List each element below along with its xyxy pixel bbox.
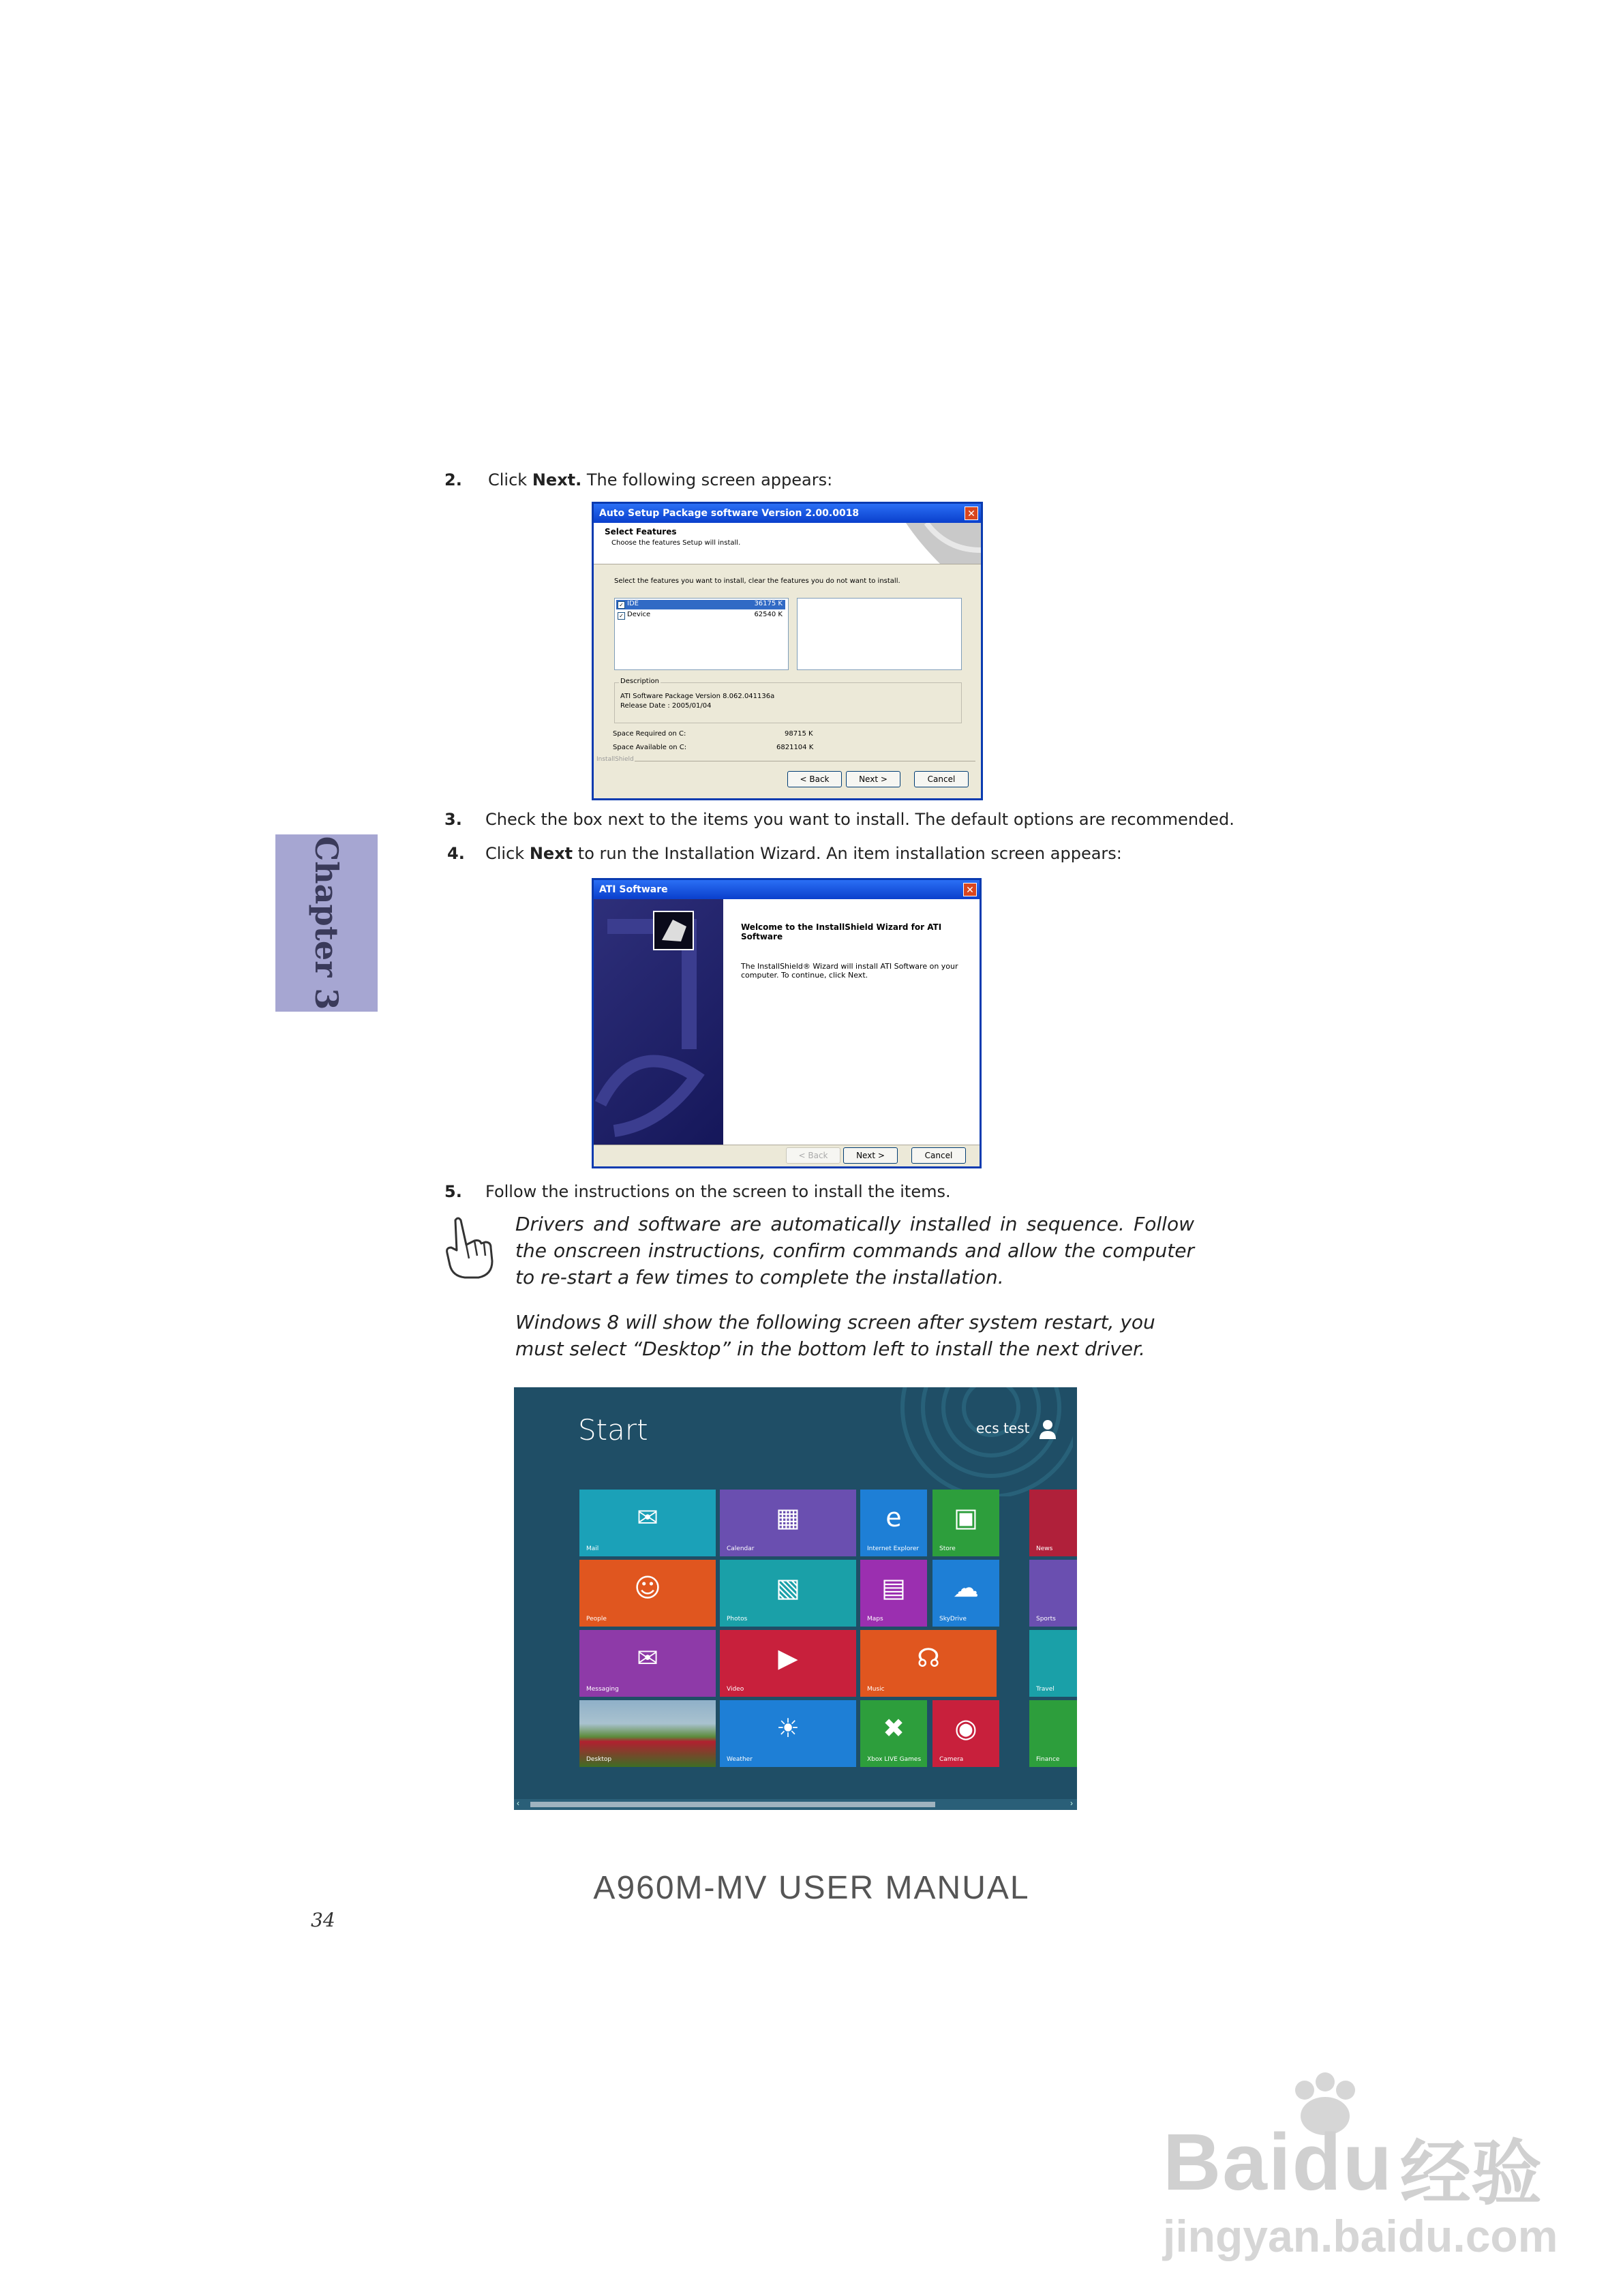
watermark-cn: 经验: [1400, 2132, 1543, 2215]
description-label: Description: [620, 678, 659, 685]
tile-messaging[interactable]: [579, 1630, 716, 1697]
tile-icon: ▦: [776, 1502, 800, 1533]
tile-video[interactable]: [720, 1630, 856, 1697]
wizard-side-graphic: [594, 899, 723, 1145]
tile-label: Store: [939, 1545, 956, 1552]
step-4: [0, 844, 1623, 866]
checkbox[interactable]: ✓: [618, 612, 625, 620]
feature-list[interactable]: [614, 598, 789, 670]
background-circles-icon: [828, 1387, 1073, 1496]
tile-sports[interactable]: [1029, 1560, 1077, 1627]
tile-music[interactable]: [860, 1630, 997, 1697]
welcome-title: Welcome to the InstallShield Wizard for ATI Software: [741, 922, 942, 941]
tile-label: People: [586, 1616, 607, 1622]
scroll-right-icon[interactable]: ›: [1070, 1798, 1073, 1808]
tile-icon: ▣: [954, 1502, 978, 1533]
cancel-button[interactable]: Cancel: [914, 771, 969, 787]
close-icon[interactable]: ✕: [963, 883, 977, 896]
tile-calendar[interactable]: [720, 1490, 856, 1556]
next-button[interactable]: Next >: [843, 1147, 898, 1164]
instruction-text: Select the features you want to install, clear the features you do not want to install.: [614, 577, 900, 585]
tile-icon: ▧: [776, 1573, 800, 1603]
back-button: < Back: [786, 1147, 840, 1164]
tile-label: Internet Explorer: [867, 1545, 920, 1552]
manual-title: A960M-MV USER MANUAL: [593, 1870, 1030, 1906]
tile-icon: ☺: [634, 1573, 661, 1603]
installer-graphic-icon: [899, 523, 981, 564]
tile-label: Desktop: [586, 1756, 612, 1763]
tile-icon: e: [885, 1502, 902, 1533]
step-number: 2.: [444, 470, 462, 489]
step-5: [0, 1182, 1623, 1204]
start-title: Start: [578, 1413, 648, 1447]
tile-icon: ☁: [953, 1573, 979, 1603]
feature-row-ide[interactable]: [616, 600, 785, 609]
tile-icon: ✖: [883, 1713, 905, 1744]
step-text: Check the box next to the items you want to install. The default options are recommended.: [485, 810, 1234, 829]
tile-label: Camera: [939, 1756, 964, 1763]
user-avatar-icon[interactable]: [1039, 1419, 1057, 1439]
feature-detail-pane: [797, 598, 962, 670]
pointing-hand-icon: [442, 1213, 496, 1282]
tile-maps[interactable]: [860, 1560, 927, 1627]
tile-icon: ◉: [954, 1713, 977, 1744]
tile-icon: ▶: [778, 1643, 798, 1674]
step-text: Click Next to run the Installation Wizard. An item installation screen appears:: [485, 844, 1122, 863]
tile-label: Sports: [1036, 1616, 1056, 1622]
user-name[interactable]: ecs test: [976, 1420, 1030, 1436]
step-text: Follow the instructions on the screen to install the items.: [485, 1182, 951, 1201]
dialog-header: [594, 523, 981, 564]
feature-name: Device: [627, 611, 651, 618]
tile-xbox-live-games[interactable]: [860, 1700, 927, 1767]
watermark-brand: Baidu: [1163, 2117, 1393, 2207]
space-available-value: 6821104 K: [776, 744, 814, 751]
scrollbar-thumb[interactable]: [530, 1802, 935, 1807]
wizard-content: [723, 899, 980, 1145]
tile-news[interactable]: [1029, 1490, 1077, 1556]
step-text: Click Next. The following screen appears:: [488, 470, 833, 489]
step-number: 3.: [444, 810, 462, 829]
tile-label: Weather: [727, 1756, 753, 1763]
feature-row-device[interactable]: [616, 611, 785, 620]
tile-label: Travel: [1036, 1686, 1055, 1693]
feature-name: IDE: [627, 600, 639, 607]
tile-label: Photos: [727, 1616, 748, 1622]
step-2: [0, 470, 1623, 492]
feature-size: 62540 K: [754, 611, 783, 618]
next-emphasis: Next.: [532, 470, 582, 489]
tile-label: Messaging: [586, 1686, 619, 1693]
select-features-dialog: [592, 502, 983, 800]
tile-label: Calendar: [727, 1545, 755, 1552]
tile-label: Maps: [867, 1616, 883, 1622]
tile-desktop[interactable]: [579, 1700, 716, 1767]
tile-label: News: [1036, 1545, 1053, 1552]
cancel-button[interactable]: Cancel: [911, 1147, 966, 1164]
next-button[interactable]: Next >: [846, 771, 900, 787]
tile-label: Xbox LIVE Games: [867, 1756, 922, 1763]
ati-software-dialog: [592, 878, 982, 1168]
space-required-value: 98715 K: [785, 730, 813, 738]
welcome-body: The InstallShield® Wizard will install ATI Software on your computer. To continue, click Next.: [741, 962, 958, 980]
step-3: [0, 810, 1623, 832]
tile-store[interactable]: [932, 1490, 999, 1556]
step-number: 4.: [447, 844, 465, 863]
chapter-tab: Chapter 3: [275, 834, 378, 1012]
feature-size: 36175 K: [754, 600, 783, 607]
dialog-title: Auto Setup Package software Version 2.00.0018: [594, 504, 981, 523]
tile-travel[interactable]: [1029, 1630, 1077, 1697]
tile-people[interactable]: [579, 1560, 716, 1627]
tile-icon: ✉: [637, 1502, 658, 1533]
installshield-label: InstallShield: [596, 756, 634, 763]
tile-label: Music: [867, 1686, 885, 1693]
space-available-label: Space Available on C:: [613, 744, 687, 751]
tile-photos[interactable]: [720, 1560, 856, 1627]
dialog-title: ATI Software: [594, 880, 980, 899]
checkbox[interactable]: ✓: [618, 601, 625, 609]
description-group: [614, 678, 962, 723]
space-required-label: Space Required on C:: [613, 730, 686, 738]
tile-icon: ✉: [637, 1643, 658, 1674]
note-paragraph-2: Windows 8 will show the following screen after system restart, you must select “Desktop” in the bottom left to install the next driver.: [515, 1311, 1155, 1360]
tile-label: Finance: [1036, 1756, 1060, 1763]
tile-icon: ▤: [881, 1573, 906, 1603]
description-line-2: Release Date : 2005/01/04: [620, 702, 712, 710]
windows8-start-screen: [514, 1387, 1077, 1810]
tile-internet-explorer[interactable]: [860, 1490, 927, 1556]
ati-logo-graphic-icon: [594, 899, 723, 1145]
header-title: Select Features: [605, 527, 677, 537]
next-emphasis: Next: [529, 844, 573, 863]
page-number: 34: [311, 1909, 335, 1931]
step-number: 5.: [444, 1182, 462, 1201]
tile-icon: ☊: [917, 1643, 940, 1674]
tile-mail[interactable]: [579, 1490, 716, 1556]
description-line-1: ATI Software Package Version 8.062.041136a: [620, 693, 775, 700]
tile-finance[interactable]: [1029, 1700, 1077, 1767]
scrollbar[interactable]: [514, 1799, 1077, 1810]
header-subtitle: Choose the features Setup will install.: [611, 539, 741, 547]
note-paragraph-1: Drivers and software are automatically installed in sequence. Follow the onscreen instructions, confirm commands and allow the computer to re-start a few times to complete the installation.: [515, 1213, 1194, 1288]
back-button[interactable]: < Back: [787, 771, 842, 787]
scroll-left-icon[interactable]: ‹: [517, 1798, 519, 1808]
tile-skydrive[interactable]: [932, 1560, 999, 1627]
close-icon[interactable]: ✕: [965, 507, 978, 520]
watermark-url: jingyan.baidu.com: [1163, 2211, 1558, 2261]
tile-label: Mail: [586, 1545, 599, 1552]
tile-weather[interactable]: [720, 1700, 856, 1767]
tile-label: SkyDrive: [939, 1616, 967, 1622]
tile-icon: ☀: [776, 1713, 800, 1744]
tile-camera[interactable]: [932, 1700, 999, 1767]
tile-label: Video: [727, 1686, 744, 1693]
